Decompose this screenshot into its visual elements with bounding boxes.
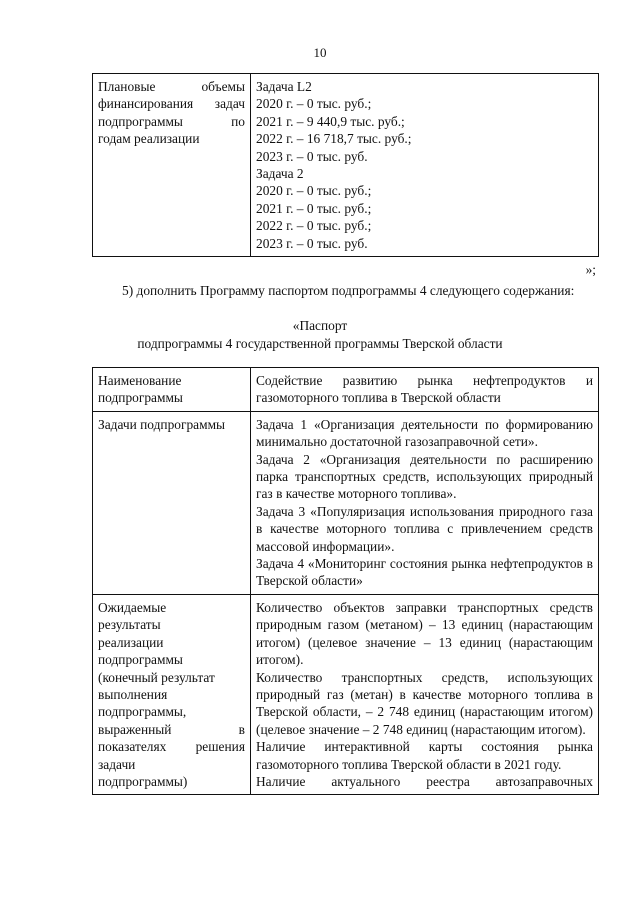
value-paragraph: Задача 3 «Популяризация использования природного газа в качестве моторного топлива с привлечением средств массовой информации». [256, 503, 593, 554]
label-line: показателях решения [98, 739, 245, 755]
value-line: 2020 г. – 0 тыс. руб.; [256, 183, 372, 199]
value-paragraph: Количество транспортных средств, использующих природный газ (метан) в качестве моторного топлива в Тверской области, – 2 748 единиц (нарастающим итогом) (целевое значение – 2 748 единиц (нарастающим итогом). [256, 669, 593, 737]
row-value [251, 411, 599, 594]
passport-title: «Паспорт [292, 318, 348, 333]
value-line: 2023 г. – 0 тыс. руб. [256, 148, 368, 164]
value-paragraph: Количество объектов заправки транспортных средств природным газом (метаном) – 13 единиц (нарастающим итогом) (целевое значение – 13 единиц (нарастающим итогом). [256, 599, 593, 668]
value-line: 2020 г. – 0 тыс. руб.; [256, 96, 372, 112]
row-value [251, 594, 599, 794]
value-paragraph: Задача 1 «Организация деятельности по формированию минимально достаточной газозаправочной сети». [256, 416, 593, 450]
value-line: Задача L2 [256, 79, 312, 94]
financing-table [92, 73, 599, 257]
financing-values-cell [251, 74, 599, 257]
value-paragraph: Задача 2 «Организация деятельности по расширению парка транспортных средств, использующих природный газ в качестве моторного топлива». [256, 451, 593, 502]
label-line: реализации [98, 634, 164, 650]
label-line: годам реализации [98, 131, 200, 147]
value-line: 2021 г. – 9 440,9 тыс. руб.; [256, 113, 405, 129]
row-label: Наименование подпрограммы [93, 368, 251, 412]
value-paragraph: Содействие развитию рынка нефтепродуктов и газомоторного топлива в Тверской области [256, 373, 593, 406]
paragraph-5: 5) дополнить Программу паспортом подпрограммы 4 следующего содержания: [122, 283, 575, 298]
value-paragraph: Задача 4 «Мониторинг состояния рынка нефтепродуктов в Тверской области» [256, 556, 593, 589]
value-paragraph: Наличие интерактивной карты состояния рынка газомоторного топлива Тверской области в 2021 году. [256, 739, 593, 772]
row-label [93, 594, 251, 794]
label-line: выполнения [98, 686, 168, 702]
value-paragraph: Наличие актуального реестра автозаправочных [256, 773, 593, 789]
row-label: Задачи подпрограммы [93, 411, 251, 594]
label-line: подпрограммы, [98, 704, 187, 720]
label-line: задачи [98, 756, 136, 772]
label-line: Плановые объемы [98, 79, 245, 94]
table-row [93, 368, 599, 412]
value-line: Задача 2 [256, 166, 304, 182]
label-line: (конечный результат [98, 669, 215, 685]
value-line: 2021 г. – 0 тыс. руб.; [256, 200, 372, 216]
value-line: 2023 г. – 0 тыс. руб. [256, 235, 368, 251]
table-row [93, 74, 599, 257]
closing-quote: »; [585, 262, 596, 277]
passport-subtitle: подпрограммы 4 государственной программы Тверской области [137, 336, 503, 351]
table-row [93, 594, 599, 794]
label-line: подпрограммы) [98, 773, 188, 789]
financing-label-cell [93, 74, 251, 257]
value-line: 2022 г. – 16 718,7 тыс. руб.; [256, 131, 412, 147]
label-line: подпрограммы по [98, 113, 245, 129]
passport-table [92, 367, 599, 795]
label-line: выраженный в [98, 721, 245, 737]
table-row [93, 411, 599, 594]
label-line: результаты [98, 617, 161, 633]
label-line: финансирования задач [98, 96, 245, 112]
value-line: 2022 г. – 0 тыс. руб.; [256, 218, 372, 234]
label-line: подпрограммы [98, 652, 183, 668]
label-line: Ожидаемые [98, 599, 167, 615]
page-number: 10 [313, 45, 327, 60]
row-value [251, 368, 599, 412]
